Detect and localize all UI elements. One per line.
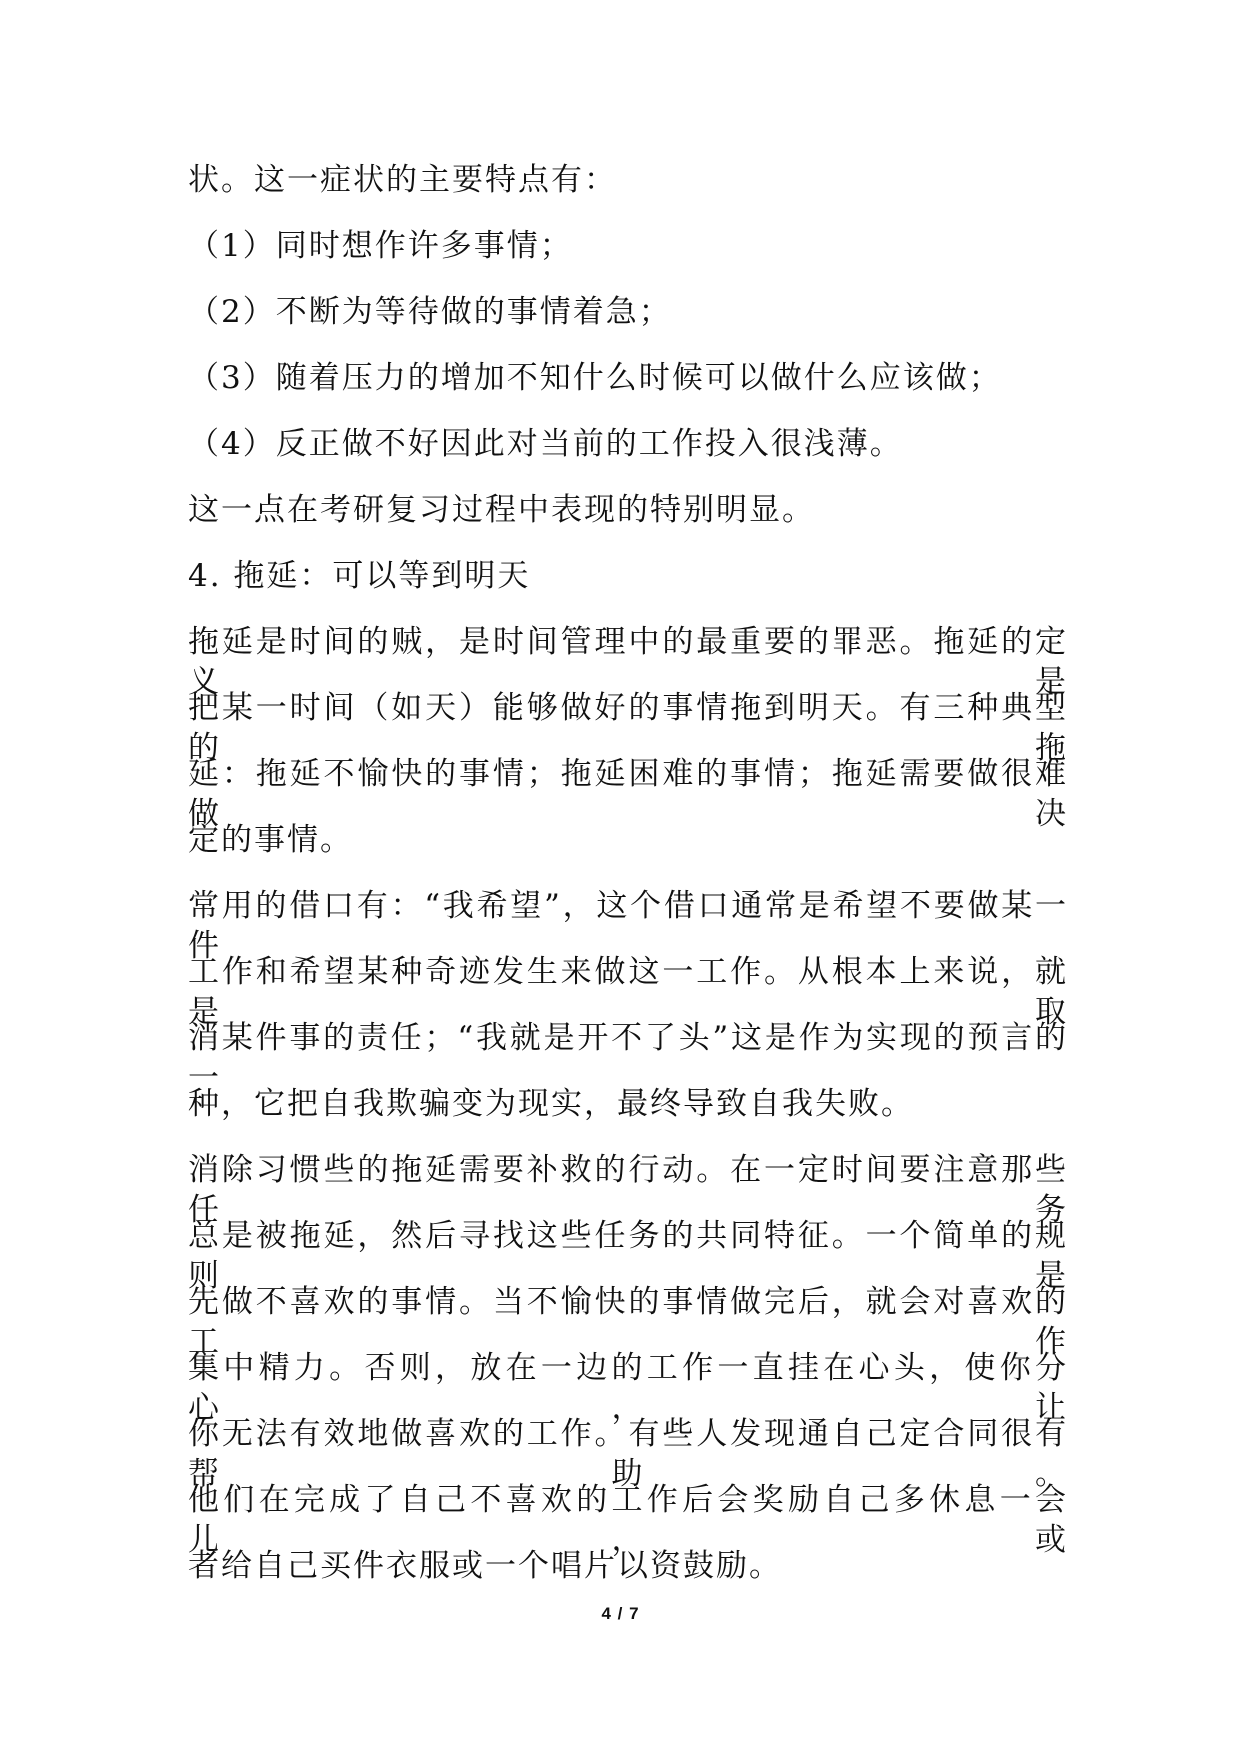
text-line: 状。这一症状的主要特点有： [188,162,617,198]
section-heading: 4. 拖延：可以等到明天 [188,558,531,594]
list-item: （2）不断为等待做的事情着急； [188,294,672,330]
list-item: （3）随着压力的增加不知什么时候可以做什么应该做； [188,360,1002,396]
text-line: 工作和希望某种奇迹发生来做这一工作。从根本上来说，就是取 [188,954,1068,1030]
page-number: 4 / 7 [601,1604,640,1623]
text-line: 种，它把自我欺骗变为现实，最终导致自我失败。 [188,1086,914,1122]
text-line: 者给自己买件衣服或一个唱片以资鼓励。 [188,1548,782,1584]
text-line: 这一点在考研复习过程中表现的特别明显。 [188,492,815,528]
list-item: （4）反正做不好因此对当前的工作投入很浅薄。 [188,426,903,462]
text-line: 总是被拖延，然后寻找这些任务的共同特征。一个简单的规则是 [188,1218,1068,1294]
text-line: 他们在完成了自己不喜欢的工作后会奖励自己多休息一会儿，或 [188,1482,1068,1558]
text-line: 把某一时间（如天）能够做好的事情拖到明天。有三种典型的拖 [188,690,1068,766]
text-line: 先做不喜欢的事情。当不愉快的事情做完后，就会对喜欢的工作 [188,1284,1068,1360]
text-line: 常用的借口有：“我希望”，这个借口通常是希望不要做某一件 [188,888,1068,964]
text-line: 定的事情。 [188,822,353,858]
text-line: 延：拖延不愉快的事情；拖延困难的事情；拖延需要做很难做决 [188,756,1068,832]
list-item: （1）同时想作许多事情； [188,228,573,264]
text-line: 你无法有效地做喜欢的工作。有些人发现通自己定合同很有帮助。 [188,1416,1068,1492]
text-line: 集中精力。否则，放在一边的工作一直挂在心头，使你分心，让 [188,1350,1068,1426]
text-line: 拖延是时间的贼，是时间管理中的最重要的罪恶。拖延的定义是 [188,624,1068,700]
text-line: 消除习惯些的拖延需要补救的行动。在一定时间要注意那些任务 [188,1152,1068,1228]
text-line: 消某件事的责任；“我就是开不了头”这是作为实现的预言的一 [188,1020,1068,1096]
